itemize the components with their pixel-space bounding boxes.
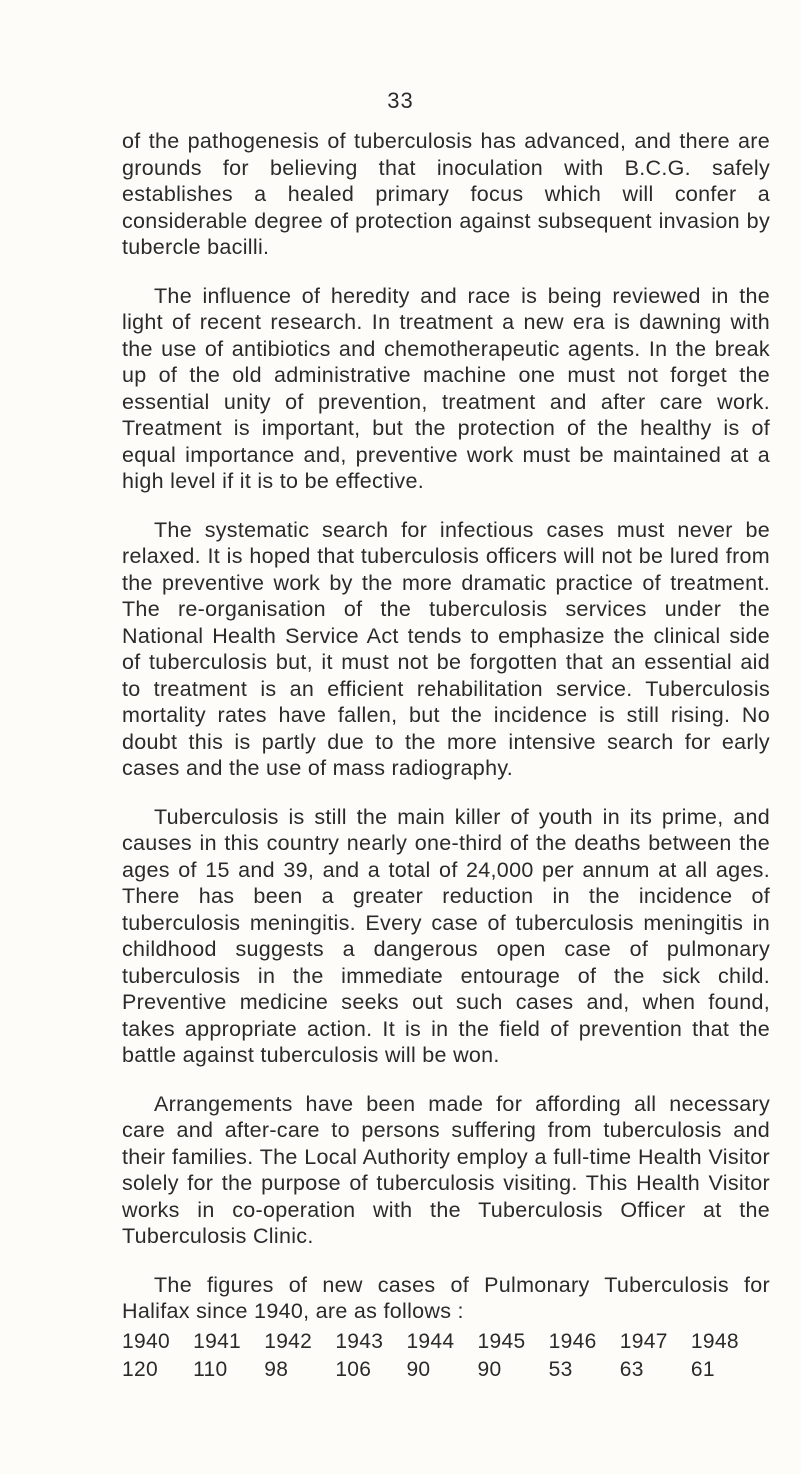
year-cell: 1940 (122, 1330, 170, 1354)
count-cell: 90 (406, 1358, 431, 1382)
table-row-years (122, 1329, 762, 1357)
year-cell: 1944 (406, 1330, 455, 1354)
year-cell: 1942 (264, 1330, 313, 1354)
count-cell: 110 (193, 1358, 228, 1382)
year-cell: 1941 (193, 1330, 242, 1354)
paragraph-after-care-arrangements: Arrangements have been made for affording all necessary care and after-care to persons suffering from tuberculosis and their families. The Local Authority employ a full-time Health Visitor solely for the purpose of tuberculosis visiting. This Health Visitor works in co-operation with the Tuberculosis Officer at the Tuberculosis Clinic. (122, 1091, 770, 1248)
count-cell: 61 (690, 1358, 715, 1382)
new-cases-table (122, 1329, 762, 1385)
count-cell: 53 (548, 1358, 573, 1382)
count-cell: 90 (477, 1358, 502, 1382)
year-cell: 1946 (548, 1330, 597, 1354)
year-cell: 1943 (335, 1330, 384, 1354)
count-cell: 120 (122, 1358, 158, 1382)
table-row-counts (122, 1357, 762, 1385)
paragraph-killer-of-youth: Tuberculosis is still the main killer of youth in its prime, and causes in this country nearly one-third of the deaths between the ages of 15 and 39, and a total of 24,000 per annum at all ages. There has been a greater reduction in the incidence of tuberculosis meningitis. Every case of tuberculosis meningitis in childhood suggests a dangerous open case of pulmonary tuberculosis in the immediate entourage of the sick child. Preventive medicine seeks out such cases and, when found, takes appropriate action. It is in the field of prevention that the battle against tuberculosis will be won. (122, 804, 770, 1067)
paragraph-systematic-search: The systematic search for infectious cases must never be relaxed. It is hoped that tuberculosis officers will not be lured from the preventive work by the more dramatic practice of treatment. The re-organisation of the tuberculosis services under the National Health Service Act tends to emphasize the clinical side of tuberculosis but, it must not be forgotten that an essential aid to treatment is an efficient rehabilitation service. Tuberculosis mortality rates have fallen, but the incidence is still rising. No doubt this is partly due to the more intensive search for early cases and the use of mass radiography. (122, 517, 770, 780)
page-body (122, 128, 770, 1385)
year-cell: 1948 (690, 1330, 739, 1354)
year-cell: 1945 (477, 1330, 526, 1354)
paragraph-figures-intro: The figures of new cases of Pulmonary Tuberculosis for Halifax since 1940, are as follows : (122, 1272, 770, 1323)
count-cell: 63 (619, 1358, 644, 1382)
count-cell: 106 (335, 1358, 372, 1382)
paragraph-bcg-inoculation: of the pathogenesis of tuberculosis has advanced, and there are grounds for believing that inoculation with B.C.G. safely establishes a healed primary focus which will confer a considerable degree of protection against subsequent invasion by tubercle bacilli. (122, 129, 770, 259)
year-cell: 1947 (619, 1330, 668, 1354)
paragraph-heredity-and-treatment: The influence of heredity and race is being reviewed in the light of recent research. In treatment a new era is dawning with the use of antibiotics and chemotherapeutic agents. In the break up of the old administrative machine one must not forget the essential unity of prevention, treatment and after care work. Treatment is important, but the protection of the healthy is of equal importance and, preventive work must be maintained at a high level if it is to be effective. (122, 283, 770, 493)
page-number: 33 (387, 88, 414, 113)
count-cell: 98 (264, 1358, 289, 1382)
